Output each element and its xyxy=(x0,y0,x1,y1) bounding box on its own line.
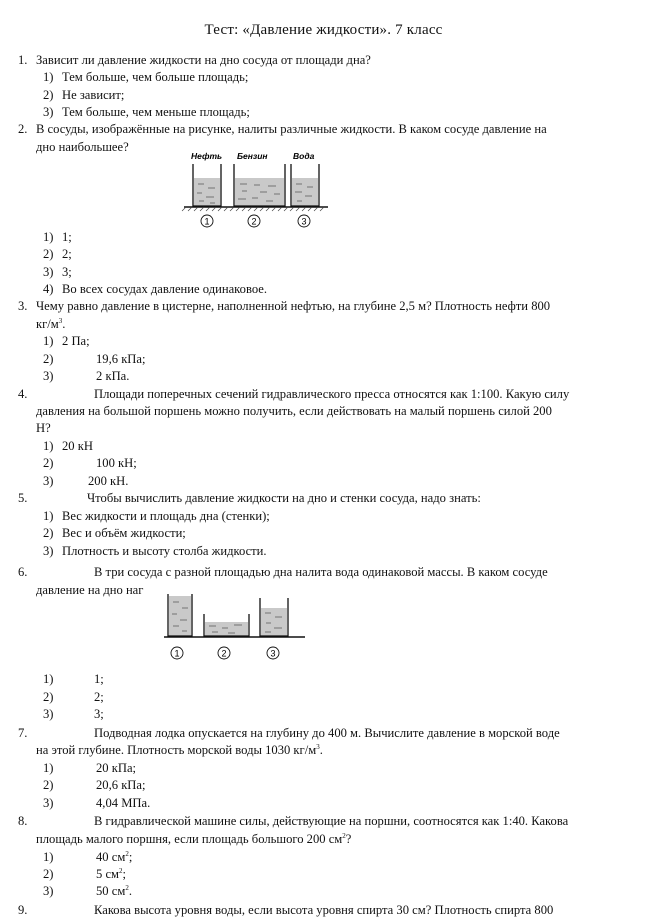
question-text: Подводная лодка опускается на глубину до 400 м. Вычислите давление в морской воде xyxy=(94,726,560,740)
option-number: 2) xyxy=(43,352,54,366)
option-number: 3) xyxy=(43,369,54,383)
vessels-figure-water xyxy=(162,586,307,664)
option-number: 3) xyxy=(43,884,54,898)
option-number: 3) xyxy=(43,707,54,721)
figure-label-oil: Нефть xyxy=(191,151,223,161)
option-text: 40 $см^2$; xyxy=(96,849,133,864)
option-text: 19,6 кПа; xyxy=(96,352,146,366)
option-number: 1) xyxy=(43,850,54,864)
vessel-number: 3 xyxy=(301,216,307,227)
option-number: 2) xyxy=(43,247,54,261)
option-text: 2 кПа. xyxy=(96,369,130,383)
option-text: Во всех сосудах давление одинаковое. xyxy=(62,282,268,296)
figure-label-water: Вода xyxy=(293,151,315,161)
option-number: 1) xyxy=(43,509,54,523)
option-number: 3) xyxy=(43,796,54,810)
option-text: 2 Па; xyxy=(62,334,90,348)
option-number: 2) xyxy=(43,88,54,102)
option-number: 1) xyxy=(43,439,54,453)
option-text: Тем больше, чем больше площадь; xyxy=(62,70,249,84)
option-number: 2) xyxy=(43,456,54,470)
option-text: 5 $см^2$; xyxy=(96,866,127,881)
water-1 xyxy=(169,596,191,636)
option-text: 20,6 кПа; xyxy=(96,778,146,792)
question-text: В сосуды, изображённые на рисунке, налиты различные жидкости. В каком сосуде давление на xyxy=(36,122,547,136)
option-text: 50 $см^2$. xyxy=(96,883,132,898)
question-number: 9. xyxy=(18,903,28,917)
option-number: 1) xyxy=(43,761,54,775)
vessel-number: 1 xyxy=(204,216,210,227)
option-text: 3; xyxy=(94,707,104,721)
option-text: 20 кПа; xyxy=(96,761,137,775)
question-text: В три сосуда с разной площадью дна налита вода одинаковой массы. В каком сосуде xyxy=(94,565,548,579)
option-number: 2) xyxy=(43,690,54,704)
option-number: 3) xyxy=(43,474,54,488)
option-text: 2; xyxy=(94,690,104,704)
question-text-line: $кг/м^3$. xyxy=(36,316,66,331)
question-text: Н? xyxy=(36,421,51,435)
option-text: 100 кН; xyxy=(96,456,137,470)
water-2 xyxy=(205,622,248,636)
question-number: 6. xyxy=(18,565,28,579)
question-number: 2. xyxy=(18,122,28,136)
option-number: 2) xyxy=(43,867,54,881)
option-text: 1; xyxy=(62,230,72,244)
question-number: 8. xyxy=(18,814,28,828)
option-text: 1; xyxy=(94,672,104,686)
option-number: 1) xyxy=(43,672,54,686)
option-number: 2) xyxy=(43,778,54,792)
option-text: 200 кН. xyxy=(88,474,129,488)
vessel-number: 3 xyxy=(270,648,276,659)
question-text-line: площадь малого поршня, если площадь большого 200 $см^2$? xyxy=(36,831,352,846)
question-text: Чтобы вычислить давление жидкости на дно и стенки сосуда, надо знать: xyxy=(87,491,481,505)
question-text: дно наибольшее? xyxy=(36,140,129,154)
vessels-figure-liquids xyxy=(180,148,330,232)
option-number: 2) xyxy=(43,526,54,540)
question-text: давление на дно наг xyxy=(36,583,144,597)
question-text: Какова высота уровня воды, если высота уровня спирта 30 см? Плотность спирта 800 xyxy=(94,903,554,917)
vessel-number: 1 xyxy=(174,648,180,659)
page-title: Тест: «Давление жидкости». 7 класс xyxy=(204,22,443,38)
question-number: 5. xyxy=(18,491,28,505)
question-number: 1. xyxy=(18,53,28,67)
option-number: 4) xyxy=(43,282,54,296)
option-text: 3; xyxy=(62,265,72,279)
question-text: В гидравлической машине силы, действующие на поршни, соотносятся как 1:40. Какова xyxy=(94,814,569,828)
option-text: 4,04 МПа. xyxy=(96,796,151,810)
option-number: 3) xyxy=(43,544,54,558)
vessel-number: 2 xyxy=(251,216,257,227)
water-3 xyxy=(261,608,287,636)
question-number: 7. xyxy=(18,726,28,740)
question-text: Зависит ли давление жидкости на дно сосуда от площади дна? xyxy=(36,53,371,67)
option-text: 20 кН xyxy=(62,439,93,453)
question-text: Площади поперечных сечений гидравлического пресса относятся как 1:100. Какую силу xyxy=(94,387,570,401)
question-number: 3. xyxy=(18,299,28,313)
question-text: Чему равно давление в цистерне, наполненной нефтью, на глубине 2,5 м? Плотность нефти 800 xyxy=(36,299,551,313)
question-number: 4. xyxy=(18,387,28,401)
question-text: давления на большой поршень можно получить, если действовать на малый поршень силой 200 xyxy=(36,404,552,418)
option-text: Вес жидкости и площадь дна (стенки); xyxy=(62,509,270,523)
liquid-petrol xyxy=(235,178,284,206)
option-text: Тем больше, чем меньше площадь; xyxy=(62,105,250,119)
question-text-line: на этой глубине. Плотность морской воды 1030 $кг/м^3$. xyxy=(36,742,323,757)
option-number: 1) xyxy=(43,334,54,348)
liquid-oil xyxy=(194,178,220,206)
option-number: 3) xyxy=(43,105,54,119)
option-text: Плотность и высоту столба жидкости. xyxy=(62,544,267,558)
vessel-number: 2 xyxy=(221,648,227,659)
option-text: 2; xyxy=(62,247,72,261)
option-text: Вес и объём жидкости; xyxy=(62,526,186,540)
option-number: 1) xyxy=(43,230,54,244)
option-number: 1) xyxy=(43,70,54,84)
figure-label-petrol: Бензин xyxy=(237,151,268,161)
option-text: Не зависит; xyxy=(62,88,125,102)
option-number: 3) xyxy=(43,265,54,279)
